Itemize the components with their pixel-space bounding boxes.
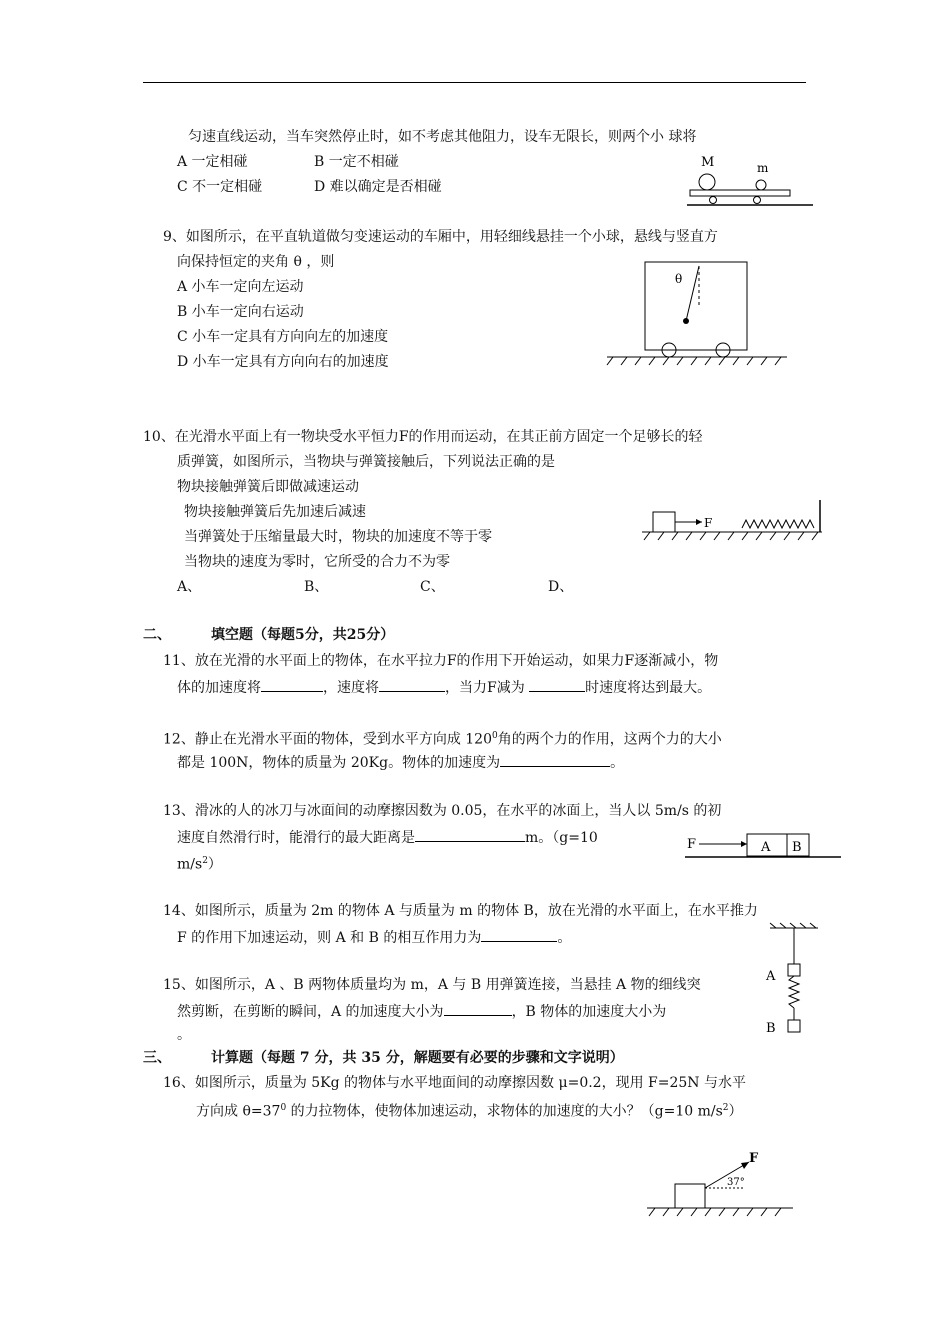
q8-option-a: A 一定相碰 [177, 154, 248, 170]
q9-option-b: B 小车一定向右运动 [177, 304, 304, 320]
q16-fig-angle: 37° [727, 1177, 745, 1188]
q10-spring [742, 520, 814, 528]
q11-blank-3[interactable] [529, 677, 585, 692]
q10-figure-spring [640, 498, 825, 546]
q16-figure-incline-force [645, 1150, 795, 1222]
q10-statement-4: 当物块的速度为零时，它所受的合力不为零 [184, 554, 450, 570]
q8-option-b: B 一定不相碰 [314, 154, 399, 170]
q8-fig-label-m: m [757, 161, 769, 175]
q15-block-B [788, 1020, 800, 1032]
q15-line2: 然剪断，在剪断的瞬间，A 的加速度大小为 ，B 物体的加速度大小为 [177, 1001, 666, 1021]
q9-line2: 向保持恒定的夹角 θ ，则 [177, 254, 335, 270]
q9-figure-carriage [605, 258, 790, 373]
q14-line1: 14、如图所示，质量为 2m 的物体 A 与质量为 m 的物体 B，放在光滑的水平面上，在水平推力 [163, 903, 758, 919]
q8-fig-label-M: M [701, 155, 715, 170]
q8-continuation: 匀速直线运动，当车突然停止时，如不考虑其他阻力，设车无限长，则两个小 球将 [188, 129, 697, 145]
q10-line2: 质弹簧，如图所示，当物块与弹簧接触后，下列说法正确的是 [177, 454, 555, 470]
q15-fig-A: A [766, 969, 776, 984]
q15-line1: 15、如图所示，A 、B 两物体质量均为 m，A 与 B 用弹簧连接，当悬挂 A 物的细线突 [163, 977, 701, 993]
q10-block [653, 512, 675, 532]
q9-option-c: C 小车一定具有方向向左的加速度 [177, 329, 389, 345]
q9-line1: 9、如图所示，在平直轨道做匀变速运动的车厢中，用轻细线悬挂一个小球，悬线与竖直方 [163, 229, 718, 245]
q13-figure-blocks [683, 830, 843, 866]
q15-block-A [788, 964, 800, 976]
q15-blank-1[interactable] [444, 1001, 512, 1016]
q9-ball [683, 318, 689, 324]
q11-blank-1[interactable] [261, 677, 323, 692]
section2-number: 二、 [143, 627, 171, 643]
q15-figure-spring [762, 922, 822, 1034]
section3-title: 计算题（每题 7 分，共 35 分，解题要有必要的步骤和文字说明） [211, 1050, 624, 1066]
q12-blank[interactable] [500, 752, 610, 767]
q9-option-d: D 小车一定具有方向向右的加速度 [177, 354, 389, 370]
q13-line1: 13、滑冰的人的冰刀与冰面间的动摩擦因数为 0.05，在水平的冰面上，当人以 5m/s 的初 [163, 803, 722, 819]
q8-figure-cart [685, 152, 815, 212]
q8-option-d: D 难以确定是否相碰 [314, 179, 442, 195]
q8-ball-M [699, 174, 715, 190]
q10-statement-1: 物块接触弹簧后即做减速运动 [177, 479, 359, 495]
section3-number: 三、 [143, 1050, 171, 1066]
q9-carriage-box [645, 262, 747, 350]
q15-line3: 。 [177, 1027, 191, 1043]
q11-line1: 11、放在光滑的水平面上的物体，在水平拉力F的作用下开始运动，如果力F逐渐减小，物 [163, 653, 719, 669]
q11-line2: 体的加速度将 ，速度将 ，当力F减为 时速度将达到最大。 [177, 677, 711, 697]
q13-blank[interactable] [415, 827, 525, 842]
q10-statement-2: 物块接触弹簧后先加速后减速 [184, 504, 366, 520]
q10-option-c: C、 [420, 579, 445, 595]
q15-spring [789, 976, 799, 1008]
q16-block [675, 1184, 705, 1208]
q16-line2: 方向成 $\theta=37^0$ 的力拉物体，使物体加速运动，求物体的加速度的大小？（g=10 $m/s^2$） [196, 1103, 743, 1120]
q12-line1: 12、静止在光滑水平面的物体，受到水平方向成 $120^0$角的两个力的作用，这两个力的大小 [163, 731, 722, 748]
q8-cart-body [690, 190, 790, 196]
section2-title: 填空题（每题5分，共25分） [211, 627, 395, 643]
q13-fig-B: B [792, 840, 802, 855]
q8-option-c: C 不一定相碰 [177, 179, 263, 195]
q11-blank-2[interactable] [379, 677, 445, 692]
q14-blank[interactable] [481, 927, 557, 942]
q9-fig-theta: θ [675, 272, 683, 286]
q10-fig-F: F [704, 516, 713, 530]
q10-option-d: D、 [548, 579, 574, 595]
q14-line2: F 的作用下加速运动，则 A 和 B 的相互作用力为 。 [177, 927, 571, 947]
q10-option-a: A、 [177, 579, 202, 595]
header-rule [143, 82, 806, 83]
q10-option-b: B、 [304, 579, 329, 595]
q13-line3: $m/s^2$） [177, 856, 222, 873]
q12-line2: 都是 100N，物体的质量为 20Kg。物体的加速度为 。 [177, 752, 624, 772]
q10-line1: 10、在光滑水平面上有一物块受水平恒力F的作用而运动，在其正前方固定一个足够长的轻 [143, 429, 703, 445]
q13-fig-A: A [761, 840, 771, 855]
q8-ball-m [756, 180, 766, 190]
q13-fig-F: F [687, 837, 697, 852]
q16-line1: 16、如图所示，质量为 5Kg 的物体与水平地面间的动摩擦因数 μ=0.2，现用 F=25N 与水平 [163, 1075, 746, 1091]
q16-fig-F: F [749, 1151, 759, 1166]
q15-fig-B: B [766, 1021, 776, 1034]
q13-line2: 速度自然滑行时，能滑行的最大距离是 m。（g=10 [177, 827, 598, 847]
q9-option-a: A 小车一定向左运动 [177, 279, 304, 295]
q10-statement-3: 当弹簧处于压缩量最大时，物块的加速度不等于零 [184, 529, 492, 545]
